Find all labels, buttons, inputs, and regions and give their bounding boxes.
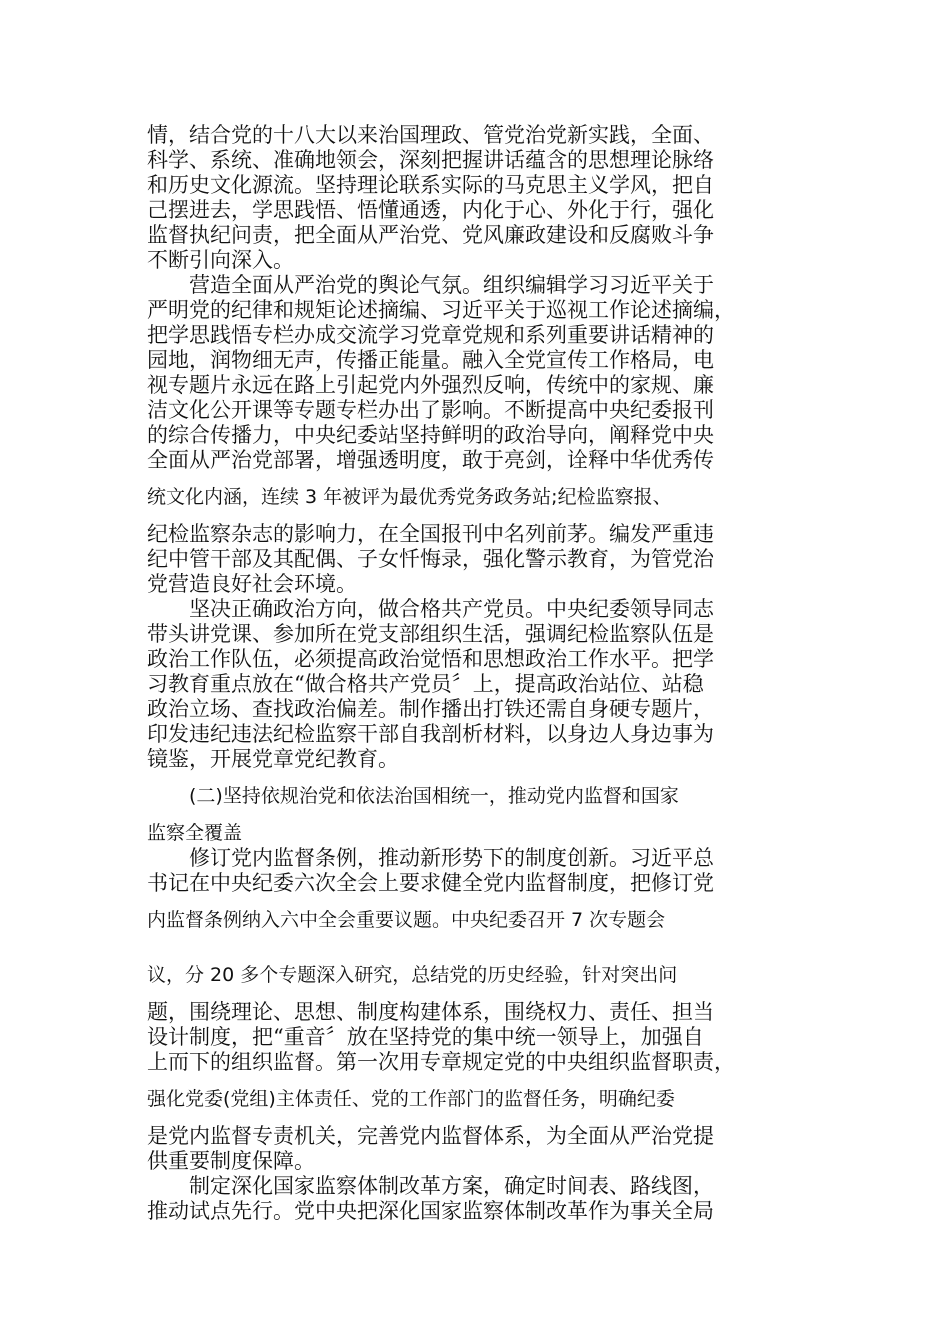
text-line: 推动试点先行。党中央把深化国家监察体制改革作为事关全局	[147, 1199, 714, 1223]
text-line: 己摆进去，学思践悟、悟懂通透，内化于心、外化于行，强化	[147, 198, 714, 222]
text-line: 科学、系统、准确地领会，深刻把握讲话蕴含的思想理论脉络	[147, 148, 714, 172]
text-line: 视专题片永远在路上引起党内外强烈反响，传统中的家规、廉	[147, 373, 714, 397]
text-line: 是党内监督专责机关，完善党内监督体系，为全面从严治党提	[147, 1124, 714, 1148]
text-line: 强化党委(党组)主体责任、党的工作部门的监督任务，明确纪委	[147, 1088, 675, 1110]
section-heading-continued: 监察全覆盖	[147, 822, 243, 844]
text-line: 的综合传播力，中央纪委站坚持鲜明的政治导向，阐释党中央	[147, 423, 714, 447]
text-line: 纪中管干部及其配偶、子女忏悔录，强化警示教育，为管党治	[147, 547, 714, 571]
text-line: 情，结合党的十八大以来治国理政、管党治党新实践，全面、	[147, 123, 714, 147]
text-line: 监督执纪问责，把全面从严治党、党风廉政建设和反腐败斗争	[147, 223, 714, 247]
text-line: 和历史文化源流。坚持理论联系实际的马克思主义学风，把自	[147, 173, 714, 197]
text-line: 题，围绕理论、思想、制度构建体系，围绕权力、责任、担当	[147, 1000, 714, 1024]
text-line: 议，分 20 多个专题深入研究，总结党的历史经验，针对突出问	[147, 964, 678, 986]
text-line: 书记在中央纪委六次全会上要求健全党内监督制度，把修订党	[147, 871, 714, 895]
paragraph-start-line: 修订党内监督条例，推动新形势下的制度创新。习近平总	[189, 846, 714, 870]
text-line: 把学思践悟专栏办成交流学习党章党规和系列重要讲话精神的	[147, 323, 714, 347]
text-line: 习教育重点放在“做合格共产党员〞上，提高政治站位、站稳	[147, 672, 704, 696]
text-line: 带头讲党课、参加所在党支部组织生活，强调纪检监察队伍是	[147, 622, 714, 646]
text-line: 统文化内涵，连续 3 年被评为最优秀党务政务站;纪检监察报、	[147, 486, 672, 508]
paragraph-start-line: 营造全面从严治党的舆论气氛。组织编辑学习习近平关于	[189, 273, 714, 297]
text-line: 园地，润物细无声，传播正能量。融入全党宣传工作格局，电	[147, 348, 714, 372]
paragraph-start-line: 制定深化国家监察体制改革方案，确定时间表、路线图，	[189, 1174, 714, 1198]
text-line: 政治立场、查找政治偏差。制作播出打铁还需自身硬专题片，	[147, 697, 714, 721]
text-line: 全面从严治党部署，增强透明度，敢于亮剑，诠释中华优秀传	[147, 448, 714, 472]
text-line: 政治工作队伍，必须提高政治觉悟和思想政治工作水平。把学	[147, 647, 714, 671]
text-line: 内监督条例纳入六中全会重要议题。中央纪委召开 7 次专题会	[147, 909, 666, 931]
text-line: 镜鉴，开展党章党纪教育。	[147, 747, 399, 771]
document-page	[147, 123, 811, 1224]
text-line: 印发违纪违法纪检监察干部自我剖析材料，以身边人身边事为	[147, 722, 714, 746]
text-line: 洁文化公开课等专题专栏办出了影响。不断提高中央纪委报刊	[147, 398, 714, 422]
paragraph-start-line: 坚决正确政治方向，做合格共产党员。中央纪委领导同志	[189, 597, 714, 621]
text-line: 上而下的组织监督。第一次用专章规定党的中央组织监督职责，	[147, 1050, 735, 1074]
text-line: 设计制度，把“重音〞放在坚持党的集中统一领导上，加强自	[147, 1025, 704, 1049]
text-line: 供重要制度保障。	[147, 1149, 315, 1173]
text-line: 严明党的纪律和规矩论述摘编、习近平关于巡视工作论述摘编，	[147, 298, 735, 322]
section-heading: (二)坚持依规治党和依法治国相统一，推动党内监督和国家	[189, 785, 679, 807]
text-line: 不断引向深入。	[147, 248, 294, 272]
text-line: 纪检监察杂志的影响力，在全国报刊中名列前茅。编发严重违	[147, 522, 714, 546]
text-line: 党营造良好社会环境。	[147, 572, 357, 596]
